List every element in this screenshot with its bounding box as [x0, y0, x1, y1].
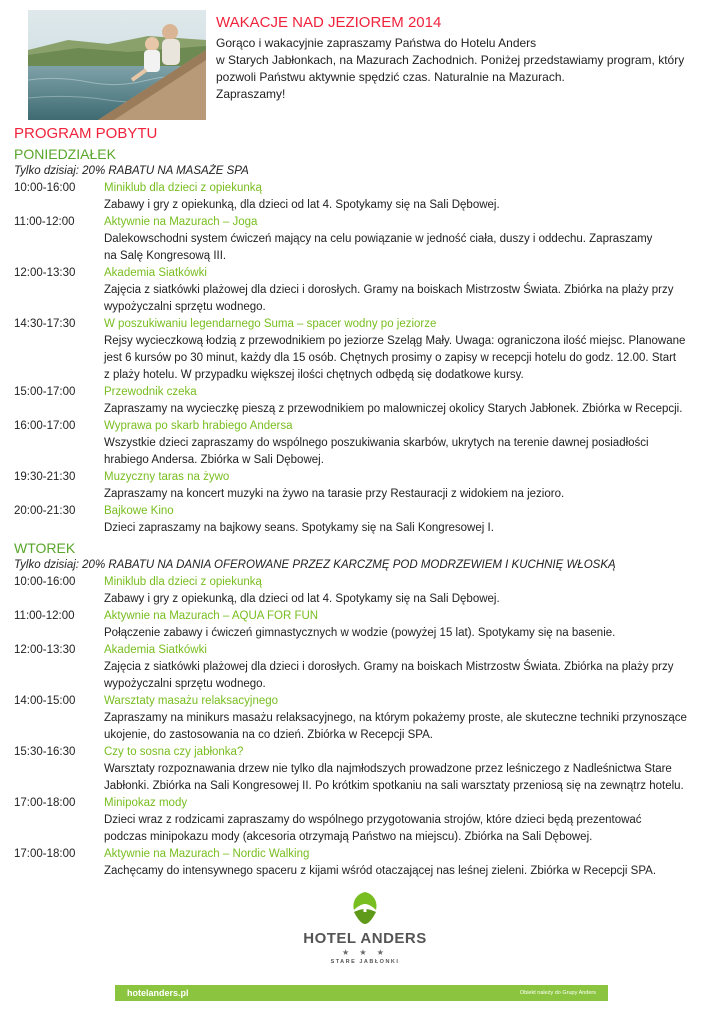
- event-name: Czy to sosna czy jabłonka?: [104, 746, 244, 758]
- event-row: [14, 693, 704, 710]
- event-time: 15:00-17:00: [14, 386, 76, 398]
- event-description: Warsztaty rozpoznawania drzew nie tylko dla najmłodszych prowadzone przez leśniczego z Nadleśnictwa Stare: [104, 763, 672, 775]
- event-description: Zachęcamy do intensywnego spaceru z kijami wśród otaczającej nas leśnej zieleni. Zbiórka w Recepcji SPA.: [104, 865, 657, 877]
- event-description: Zapraszamy na minikurs masażu relaksacyjnego, na którym pokażemy proste, ale skuteczne techniki przynoszące: [104, 712, 687, 724]
- footer-site-link[interactable]: hotelanders.pl: [127, 988, 189, 998]
- event-description: Połączenie zabawy i ćwiczeń gimnastycznych w wodzie (powyżej 15 lat). Spotykamy się na basenie.: [104, 627, 616, 639]
- event-row: [14, 608, 704, 625]
- event-description: Jabłonki. Zbiórka na Sali Kongresowej II. Po krótkim spotkaniu na sali warsztaty przeniosą się na zewnątrz hotelu.: [104, 780, 684, 792]
- event-row: [14, 384, 704, 401]
- intro-block: [216, 14, 696, 103]
- lake-photo: [28, 10, 206, 120]
- event-name: Muzyczny taras na żywo: [104, 471, 230, 483]
- logo-brand: HOTEL ANDERS: [303, 930, 427, 947]
- event-row: [14, 846, 704, 863]
- event-time: 12:00-13:30: [14, 267, 76, 279]
- event-description: Zapraszamy na wycieczkę pieszą z przewodnikiem po malowniczej okolicy Starych Jabłonek. Zbiórka w Recepcji.: [104, 403, 683, 415]
- event-name: Miniklub dla dzieci z opiekunką: [104, 576, 262, 588]
- event-name: W poszukiwaniu legendarnego Suma – spacer wodny po jeziorze: [104, 318, 437, 330]
- hotel-logo: [290, 890, 440, 970]
- event-row: [14, 795, 704, 812]
- event-name: Minipokaz mody: [104, 797, 188, 809]
- event-name: Akademia Siatkówki: [104, 644, 207, 656]
- intro-line: Zapraszamy!: [216, 87, 286, 101]
- event-description: hrabiego Andersa. Zbiórka w Sali Dębowej.: [104, 454, 324, 466]
- event-time: 14:00-15:00: [14, 695, 76, 707]
- event-time: 12:00-13:30: [14, 644, 76, 656]
- days-container: [14, 145, 704, 880]
- event-time: 14:30-17:30: [14, 318, 76, 330]
- event-description: Zabawy i gry z opiekunką, dla dzieci od lat 4. Spotykamy się na Sali Dębowej.: [104, 593, 500, 605]
- event-description: Zajęcia z siatkówki plażowej dla dzieci i dorosłych. Gramy na boiskach Mistrzostw Świata. Zbiórka na plaży przy: [104, 661, 674, 673]
- event-time: 16:00-17:00: [14, 420, 76, 432]
- leaf-logo-icon: [348, 890, 382, 926]
- logo-sub: STARE JABŁONKI: [330, 959, 400, 965]
- event-description: Zapraszamy na koncert muzyki na żywo na tarasie przy Restauracji z widokiem na jezioro.: [104, 488, 565, 500]
- event-row: [14, 418, 704, 435]
- event-description: na Salę Kongresową III.: [104, 250, 227, 262]
- event-description: wypożyczalni sprzętu wodnego.: [104, 301, 266, 313]
- event-description: Zajęcia z siatkówki plażowej dla dzieci i dorosłych. Gramy na boiskach Mistrzostw Świata. Zbiórka na plaży przy: [104, 284, 674, 296]
- event-time: 10:00-16:00: [14, 576, 76, 588]
- event-description: jest 6 kursów po 30 minut, każdy dla 15 osób. Chętnych prosimy o zapisy w recepcji hotelu do godz. 12.00. Start: [104, 352, 677, 364]
- day-promo: Tylko dzisiaj: 20% RABATU NA DANIA OFEROWANE PRZEZ KARCZMĘ POD MODRZEWIEM I KUCHNIĘ WŁOSKĄ: [14, 559, 616, 571]
- event-name: Miniklub dla dzieci z opiekunką: [104, 182, 262, 194]
- event-description: podczas minipokazu mody (akcesoria otrzymają Państwo na miejscu). Zbiórka na Sali Dębowej.: [104, 831, 593, 843]
- event-time: 10:00-16:00: [14, 182, 76, 194]
- event-description: wypożyczalni sprzętu wodnego.: [104, 678, 266, 690]
- event-name: Aktywnie na Mazurach – AQUA FOR FUN: [104, 610, 319, 622]
- event-name: Przewodnik czeka: [104, 386, 197, 398]
- event-name: Aktywnie na Mazurach – Nordic Walking: [104, 848, 310, 860]
- event-row: [14, 642, 704, 659]
- footer-note: Obiekt należy do Grupy Anders: [519, 990, 596, 996]
- logo-stars: ★ ★ ★: [342, 948, 388, 957]
- intro-line: Gorąco i wakacyjnie zapraszamy Państwa do Hotelu Anders: [216, 36, 537, 50]
- event-time: 17:00-18:00: [14, 848, 76, 860]
- event-row: [14, 316, 704, 333]
- event-description: Dzieci zapraszamy na bajkowy seans. Spotykamy się na Sali Kongresowej I.: [104, 522, 494, 534]
- event-name: Wyprawa po skarb hrabiego Andersa: [104, 420, 293, 432]
- program-title: PROGRAM POBYTU: [14, 125, 158, 142]
- event-row: [14, 574, 704, 591]
- event-time: 20:00-21:30: [14, 505, 76, 517]
- event-time: 19:30-21:30: [14, 471, 76, 483]
- event-name: Warsztaty masażu relaksacyjnego: [104, 695, 279, 707]
- event-description: z plaży hotelu. W przypadku większej ilości chętnych odbędą się dodatkowe kursy.: [104, 369, 524, 381]
- event-description: Zabawy i gry z opiekunką, dla dzieci od lat 4. Spotykamy się na Sali Dębowej.: [104, 199, 500, 211]
- footer-bar: [115, 985, 608, 1001]
- event-time: 17:00-18:00: [14, 797, 76, 809]
- intro-line: w Starych Jabłonkach, na Mazurach Zachodnich. Poniżej przedstawiamy program, który: [216, 53, 685, 67]
- event-description: Wszystkie dzieci zapraszamy do wspólnego poszukiwania skarbów, ukrytych na terenie dawnej posiadłości: [104, 437, 649, 449]
- event-name: Akademia Siatkówki: [104, 267, 207, 279]
- event-row: [14, 503, 704, 520]
- event-time: 11:00-12:00: [14, 216, 75, 228]
- event-row: [14, 265, 704, 282]
- event-description: Rejsy wycieczkową łodzią z przewodnikiem po jeziorze Szeląg Mały. Uwaga: ograniczona ilość miejsc. Planowane: [104, 335, 686, 347]
- event-row: [14, 180, 704, 197]
- event-row: [14, 469, 704, 486]
- event-time: 11:00-12:00: [14, 610, 75, 622]
- event-row: [14, 214, 704, 231]
- day-heading: WTOREK: [14, 540, 76, 556]
- event-description: ukojenie, do zastosowania na co dzień. Zbiórka w Recepcji SPA.: [104, 729, 433, 741]
- event-row: [14, 744, 704, 761]
- intro-title: WAKACJE NAD JEZIOREM 2014: [216, 14, 442, 31]
- event-time: 15:30-16:30: [14, 746, 76, 758]
- event-description: Dalekowschodni system ćwiczeń mający na celu powiązanie w jedność ciała, duszy i oddechu. Zapraszamy: [104, 233, 653, 245]
- event-name: Bajkowe Kino: [104, 505, 174, 517]
- event-name: Aktywnie na Mazurach – Joga: [104, 216, 258, 228]
- event-description: Dzieci wraz z rodzicami zapraszamy do wspólnego przygotowania strojów, które dzieci będą prezentować: [104, 814, 642, 826]
- day-heading: PONIEDZIAŁEK: [14, 146, 116, 162]
- program: [14, 125, 704, 880]
- day-promo: Tylko dzisiaj: 20% RABATU NA MASAŻE SPA: [14, 165, 249, 177]
- intro-line: pozwoli Państwu aktywnie spędzić czas. Naturalnie na Mazurach.: [216, 70, 565, 84]
